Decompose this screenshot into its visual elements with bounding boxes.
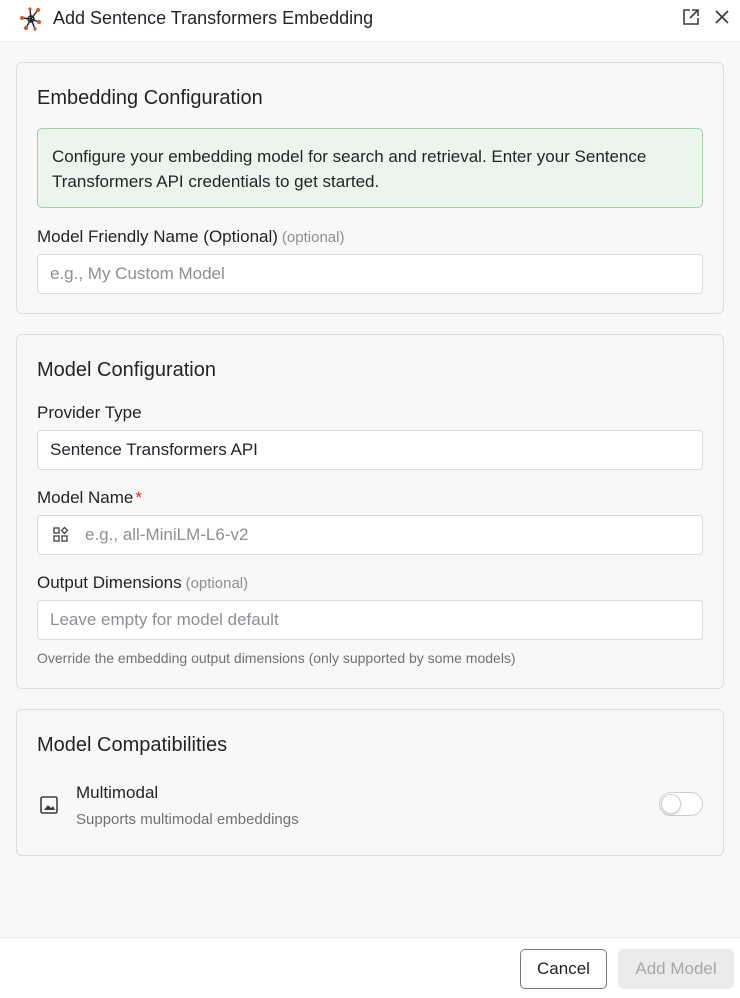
model-compatibilities-card	[16, 709, 724, 856]
dialog-header	[0, 0, 740, 42]
add-model-button[interactable]: Add Model	[618, 949, 734, 989]
external-link-icon[interactable]	[682, 8, 700, 26]
multimodal-toggle[interactable]	[659, 792, 703, 816]
card-title: Model Compatibilities	[37, 734, 228, 756]
card-title: Embedding Configuration	[37, 87, 263, 109]
network-nodes-icon	[18, 6, 44, 32]
card-title: Model Configuration	[37, 359, 216, 381]
embedding-configuration-card	[16, 62, 724, 314]
dialog-title: Add Sentence Transformers Embedding	[53, 8, 374, 28]
multimodal-description: Supports multimodal embeddings	[76, 811, 299, 828]
model-name-label-text: Model Name	[37, 488, 134, 507]
toggle-knob	[661, 794, 681, 814]
close-icon[interactable]	[713, 8, 731, 26]
cancel-button[interactable]: Cancel	[520, 949, 607, 989]
model-name-label	[37, 488, 142, 508]
optional-tag: (optional)	[281, 229, 345, 246]
info-banner: Configure your embedding model for search and retrieval. Enter your Sentence Transformers API credentials to get started.	[37, 128, 703, 208]
friendly-name-label-text: Model Friendly Name (Optional)	[37, 227, 278, 246]
provider-type-select[interactable]: Sentence Transformers API	[37, 430, 703, 470]
output-dimensions-label-text: Output Dimensions	[37, 573, 182, 592]
output-dimensions-hint: Override the embedding output dimensions (only supported by some models)	[37, 650, 516, 666]
required-mark: *	[135, 488, 142, 507]
multimodal-label: Multimodal	[76, 783, 159, 802]
friendly-name-input[interactable]	[37, 254, 703, 294]
output-dimensions-label	[37, 573, 248, 593]
model-name-input[interactable]	[37, 515, 703, 555]
friendly-name-label	[37, 227, 344, 247]
dialog-footer	[0, 937, 740, 998]
model-grid-icon	[52, 526, 70, 544]
provider-type-label: Provider Type	[37, 403, 142, 422]
optional-tag: (optional)	[185, 575, 249, 592]
model-configuration-card	[16, 334, 724, 689]
image-icon	[39, 795, 59, 815]
output-dimensions-input[interactable]	[37, 600, 703, 640]
